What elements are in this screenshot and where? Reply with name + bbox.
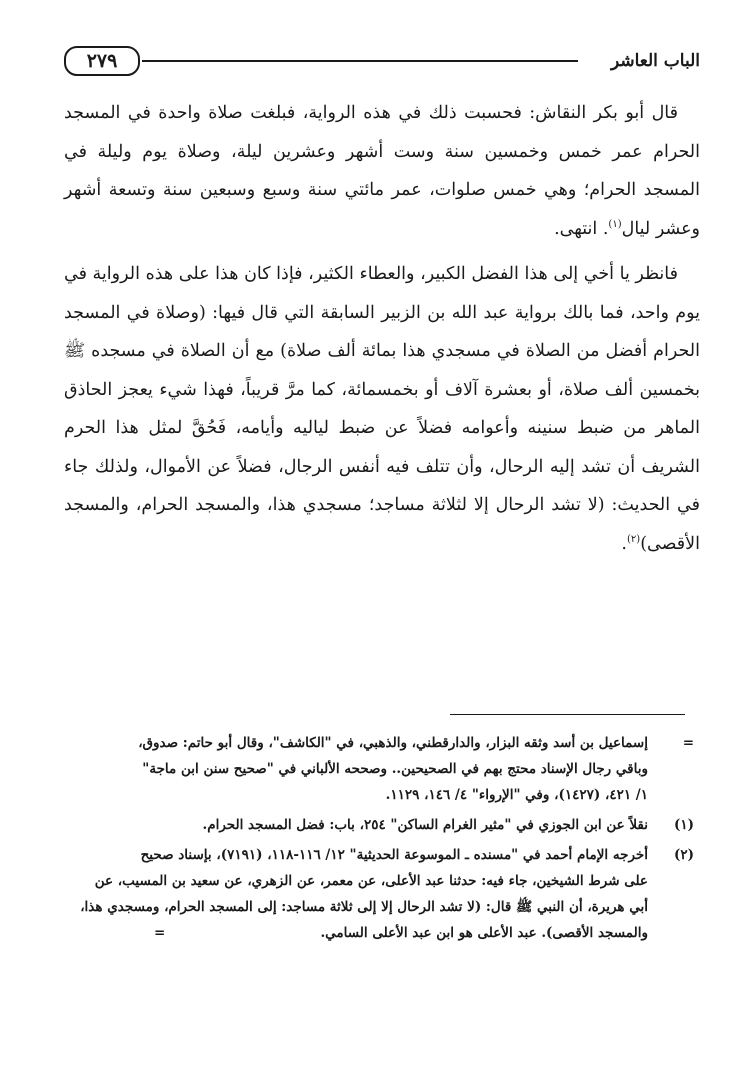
paragraph-tail: . انتهى. — [554, 218, 609, 239]
chapter-title: الباب العاشر — [610, 51, 700, 71]
footnote-line: أبي هريرة، أن النبي ﷺ قال: (لا تشد الرحال إلا إلى ثلاثة مساجد: إلى المسجد الحرام، ومسجدي هذا، — [80, 899, 648, 915]
footnote-ref[interactable]: (٢) — [627, 533, 641, 545]
continuation-mark: = — [154, 925, 166, 941]
main-text — [64, 94, 700, 563]
footnote — [64, 842, 700, 946]
footnote-line: ١/ ٤٢١، (١٤٢٧)، وفي "الإرواء" ٤/ ١٤٦، ١١٢٩. — [385, 787, 648, 803]
page-number: ٢٧٩ — [64, 46, 140, 76]
footnote — [64, 812, 700, 838]
paragraph-text: قال أبو بكر النقاش: فحسبت ذلك في هذه الرواية، فبلغت صلاة واحدة في المسجد الحرام عمر خمس وخمسين سنة وست أشهر وعشرين ليلة، وصلاة يوم وليلة في المسجد الحرام؛ وهي خمس صلوات، عمر مائتي سنة وسبع وسبعين سنة وتسعة أشهر وعشر ليال — [64, 103, 700, 239]
footnote-line-text: والمسجد الأقصى). عبد الأعلى هو ابن عبد الأعلى السامي. — [320, 925, 648, 941]
footnote-marker: (١) — [673, 817, 694, 833]
footnote-line: على شرط الشيخين، جاء فيه: حدثنا عبد الأعلى، عن معمر، عن الزهري، عن سعيد بن المسيب، عن — [94, 873, 648, 889]
paragraph — [64, 94, 700, 248]
paragraph-text: فانظر يا أخي إلى هذا الفضل الكبير، والعطاء الكثير، فإذا كان هذا على هذه الرواية في يوم واحد، فما بالك برواية عبد الله بن الزبير السابقة التي قال فيها: (وصلاة في المسجد الحرام أفضل من الصلاة في مسجدي هذا بمائة ألف صلاة) مع أن الصلاة في مسجده ﷺ بخمسين ألف صلاة، أو بعشرة آلاف أو بخمسمائة، كما مرَّ قريباً، فهذا شيء يعجز الحاذق الماهر من ضبط سنينه وأعوامه فضلاً عن ضبط لياليه وأيامه، فَحُقَّ لمثل هذا الحرم الشريف أن تشد إليه الرحال، وأن تتلف فيه أنفس الرجال، فضلاً عن الأموال، ولذلك جاء في الحديث: (لا تشد الرحال إلا لثلاثة مساجد؛ مسجدي هذا، والمسجد الحرام، والمسجد الأقصى) — [64, 264, 700, 554]
footnote-ref[interactable]: (١) — [608, 218, 622, 230]
footnote-line: وباقي رجال الإسناد محتج بهم في الصحيحين.. وصححه الألباني في "صحيح سنن ابن ماجة" — [142, 761, 648, 777]
header-rule — [142, 60, 578, 62]
footnote-line: أخرجه الإمام أحمد في "مسنده ـ الموسوعة الحديثية" ١٢/ ١١٦-١١٨، (٧١٩١)، بإسناد صحيح — [140, 847, 648, 863]
footnote-line: إسماعيل بن أسد وثقه البزار، والدارقطني، والذهبي، في "الكاشف"، وقال أبو حاتم: صدوق، — [138, 735, 648, 751]
footnote-line: نقلاً عن ابن الجوزي في "مثير الغرام الساكن" ٢٥٤، باب: فضل المسجد الحرام. — [202, 817, 648, 833]
footnote-line — [64, 920, 648, 946]
footnote — [64, 730, 700, 808]
footnote-marker: = — [682, 735, 694, 751]
paragraph-tail: . — [621, 533, 627, 554]
page-header — [64, 46, 700, 76]
paragraph — [64, 255, 700, 563]
footnote-marker: (٢) — [673, 847, 694, 863]
footnote-separator — [450, 714, 685, 715]
footnotes — [64, 730, 700, 950]
